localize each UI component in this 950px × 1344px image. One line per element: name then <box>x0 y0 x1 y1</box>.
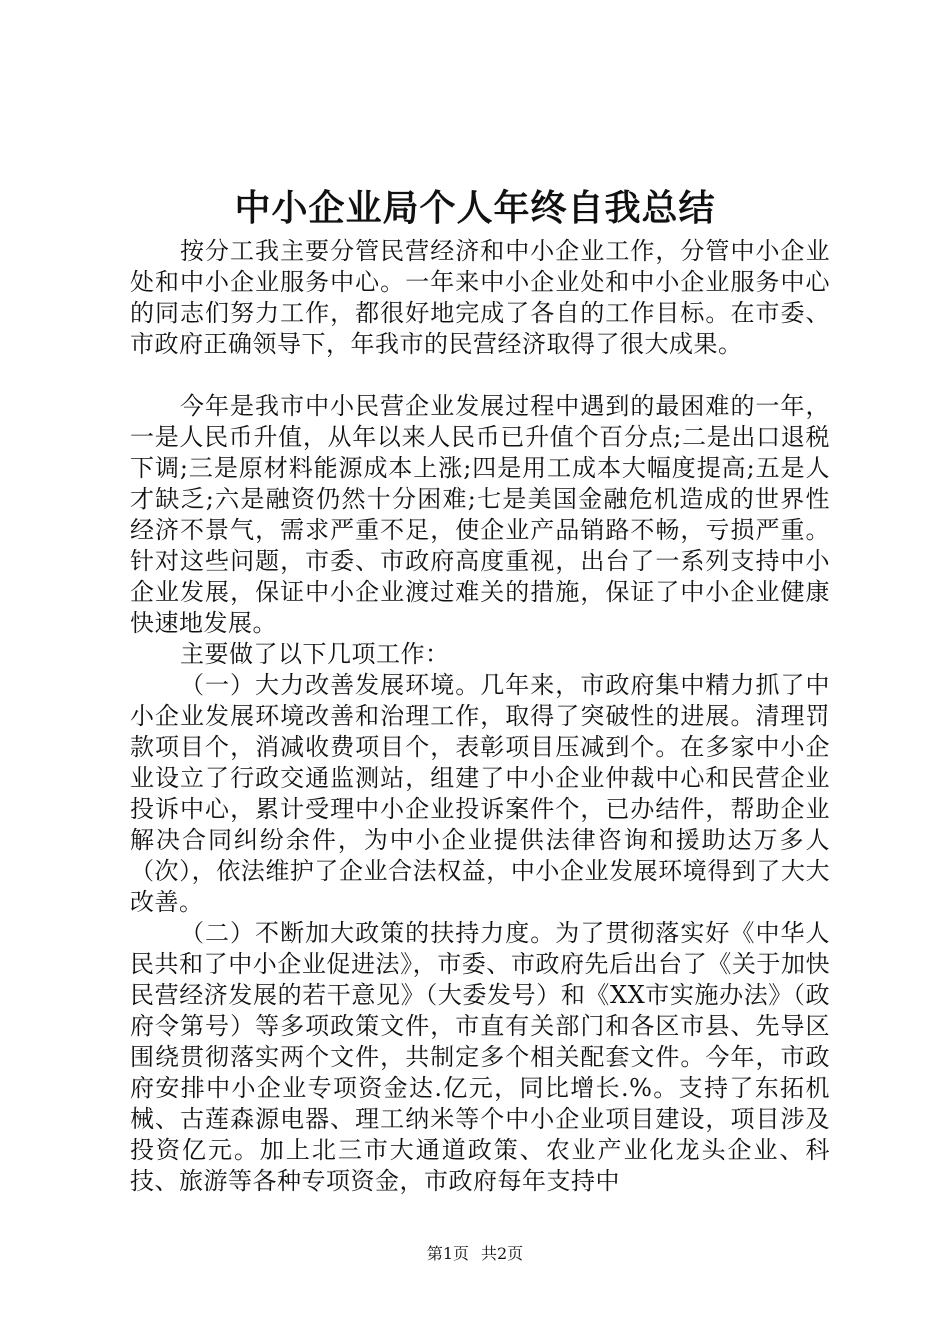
document-body <box>130 236 830 1197</box>
document-title: 中小企业局个人年终自我总结 <box>234 187 716 229</box>
paragraph-section-two: （二）不断加大政策的扶持力度。为了贯彻落实好《中华人民共和了中小企业促进法》，市委、市政府先后出台了《关于加快民营经济发展的若干意见》（大委发号）和《XX市实施办法》（政府令第号）等多项政策文件，市直有关部门和各区市县、先导区围绕贯彻落实两个文件，共制定多个相关配套文件。今年，市政府安排中小企业专项资金达.亿元，同比增长.%。支持了东拓机械、古莲森源电器、理工纳米等个中小企业项目建设，项目涉及投资亿元。加上北三市大通道政策、农业产业化龙头企业、科技、旅游等各种专项资金，市政府每年支持中 <box>130 919 830 1195</box>
page-total: 共2页 <box>481 1244 524 1263</box>
paragraph-gap <box>130 360 830 391</box>
page-number: 第1页 <box>426 1244 469 1263</box>
paragraph-section-one: （一）大力改善发展环境。几年来，市政府集中精力抓了中小企业发展环境改善和治理工作，取得了突破性的进展。清理罚款项目个，消减收费项目个，表彰项目压减到个。在多家中小企业设立了行政交通监测站，组建了中小企业仲裁中心和民营企业投诉中心，累计受理中小企业投诉案件个，已办结件，帮助企业解决合同纠纷余件，为中小企业提供法律咨询和援助达万多人（次），依法维护了企业合法权益，中小企业发展环境得到了大大改善。 <box>130 671 830 916</box>
paragraph-intro: 按分工我主要分管民营经济和中小企业工作，分管中小企业处和中小企业服务中心。一年来中小企业处和中小企业服务中心的同志们努力工作，都很好地完成了各自的工作目标。在市委、市政府正确领导下，年我市的民营经济取得了很大成果。 <box>130 237 830 358</box>
page-footer <box>0 1244 950 1264</box>
paragraph-difficulties: 今年是我市中小民营企业发展过程中遇到的最困难的一年，一是人民币升值，从年以来人民币已升值个百分点;二是出口退税下调;三是原材料能源成本上涨;四是用工成本大幅度提高;五是人才缺乏;六是融资仍然十分困难;七是美国金融危机造成的世界性经济不景气，需求严重不足，使企业产品销路不畅，亏损严重。针对这些问题，市委、市政府高度重视，出台了一系列支持中小企业发展，保证中小企业渡过难关的措施，保证了中小企业健康快速地发展。 <box>130 392 830 637</box>
paragraph-work-heading: 主要做了以下几项工作： <box>180 640 450 668</box>
